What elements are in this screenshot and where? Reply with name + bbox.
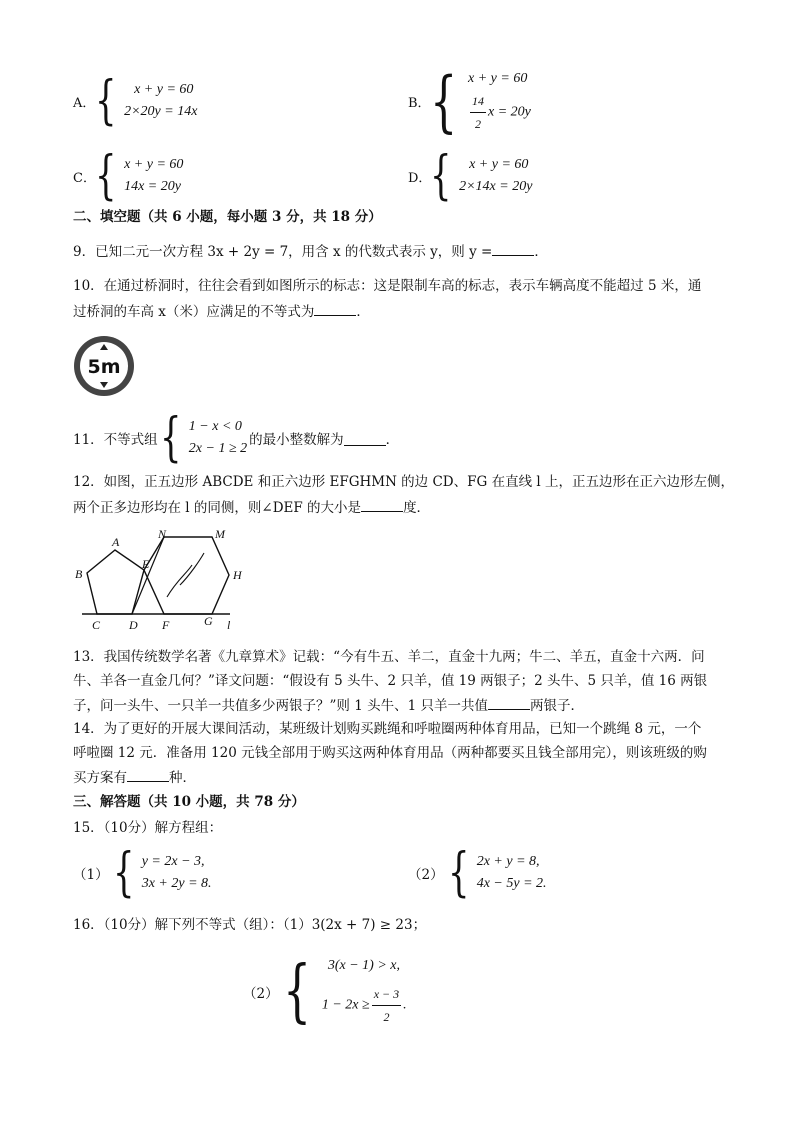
q13-line1: 13．我国传统数学名著《九章算术》记载：“今有牛五、羊二，直金十九两；牛二、羊五，直金十六两．问	[73, 649, 705, 665]
q15-p1-eq1: y = 2x − 3,	[141, 854, 205, 869]
q12-line1: 12．如图，正五边形 ABCDE 和正六边形 EFGHMN 的边 CD、FG 在直线 l 上，正五边形在正六边形左侧，	[73, 474, 734, 490]
option-b-eq2-rest: x = 20y	[488, 104, 531, 120]
q16-eq2-left: 1 − 2x ≥	[321, 997, 370, 1013]
label-M: M	[215, 527, 225, 541]
q12-end: 度．	[403, 500, 431, 516]
q10-line2: 过桥洞的车高 x（米）应满足的不等式为	[73, 304, 315, 320]
q11-line: 11．不等式组 { 1 − x < 0 2x − 1 ≥ 2 的最小整数解为 ．	[73, 408, 400, 468]
label-B: B	[75, 567, 83, 581]
q9-end: ．	[534, 244, 548, 260]
q14-end: 种．	[169, 770, 196, 786]
q10-end: ．	[356, 304, 370, 320]
q15-part1: （1） { y = 2x − 3, 3x + 2y = 8.	[73, 843, 212, 903]
q15-part2-label: （2）	[408, 867, 444, 883]
q16-part2-label: （2）	[243, 985, 279, 1002]
q11-blank	[344, 431, 386, 446]
q13-line3-wrap	[73, 695, 584, 716]
option-b-system: { x + y = 60 $\frac{14}{2}$ x = 20y	[430, 62, 531, 140]
q10-line1: 10．在通过桥洞时，往往会看到如图所示的标志：这是限制车高的标志，表示车辆高度不能超过 5 米，通	[73, 278, 702, 294]
option-c-label: C．	[73, 171, 96, 186]
q15-p2-eq1: 2x + y = 8,	[476, 854, 540, 869]
q15-part2: （2） { 2x + y = 8, 4x − 5y = 2.	[408, 843, 547, 903]
q11-suffix: 的最小整数解为	[249, 432, 344, 448]
q9-text: 9．已知二元一次方程 3x + 2y = 7，用含 x 的代数式表示 y，则 y =	[73, 244, 493, 260]
label-F: F	[162, 618, 170, 632]
sign-text: 5m	[87, 356, 121, 378]
label-N: N	[158, 527, 167, 541]
hexagon-efghmn	[144, 537, 229, 614]
option-d-label: D．	[408, 171, 432, 186]
q10-blank	[314, 301, 356, 316]
q13-end: 两银子．	[529, 698, 584, 714]
q11-prefix: 11．不等式组	[73, 432, 158, 448]
option-b-eq1: x + y = 60	[468, 71, 528, 86]
q12-line2-wrap	[73, 497, 430, 518]
q15-p2-eq2: 4x − 5y = 2.	[476, 876, 547, 891]
option-a-system: { x + y = 60 2×20y = 14x	[95, 71, 198, 131]
q9-line	[73, 241, 548, 262]
q14-line2: 呼啦圈 12 元．准备用 120 元钱全部用于购买这两种体育用品（两种都要买且钱全部用完），则该班级的购	[73, 745, 707, 761]
label-H: H	[233, 568, 242, 582]
option-a-eq2: 2×20y = 14x	[124, 104, 198, 119]
option-d-eq2: 2×14x = 20y	[459, 179, 533, 194]
polygons-figure	[72, 525, 257, 635]
q16-eq2-end: .	[403, 997, 407, 1013]
label-A: A	[112, 535, 120, 549]
option-a-label: A．	[73, 96, 96, 111]
option-d-system: { x + y = 60 2×14x = 20y	[430, 146, 533, 206]
option-b-eq2	[468, 90, 531, 135]
label-E: E	[142, 557, 150, 571]
option-c-eq1: x + y = 60	[124, 157, 184, 172]
option-c-system: { x + y = 60 14x = 20y	[95, 146, 184, 206]
section2-heading: 二、填空题（共 6 小题，每小题 3 分，共 18 分）	[73, 209, 382, 225]
q10-line2-wrap	[73, 301, 370, 322]
q13-line2: 牛、羊各一直金几何？”译文问题：“假设有 5 头牛、2 只羊，值 19 两银子；2 头牛、5 只羊，值 16 两银	[73, 673, 708, 689]
q15-part1-label: （1）	[73, 867, 109, 883]
q13-line3: 子，问一头牛、一只羊一共值多少两银子？”则 1 头牛、1 只羊一共值	[73, 698, 488, 714]
q13-blank	[488, 695, 530, 710]
q12-blank	[361, 497, 403, 512]
q16-title: 16．（10分）解下列不等式（组）：（1）3(2x + 7) ≥ 23；	[73, 917, 427, 933]
label-D: D	[129, 618, 138, 632]
q11-eq1: 1 − x < 0	[188, 419, 242, 434]
q12-line2: 两个正多边形均在 l 的同侧，则∠DEF 的大小是	[73, 500, 362, 516]
height-limit-sign	[72, 334, 136, 398]
q14-line3-wrap	[73, 767, 196, 788]
q14-line1: 14．为了更好的开展大课间活动，某班级计划购买跳绳和呼啦圈两种体育用品，已知一个跳绳 8 元，一个	[73, 721, 702, 737]
option-b-label: B．	[408, 96, 431, 111]
q16-eq2	[322, 983, 407, 1028]
q14-line3: 买方案有	[73, 770, 127, 786]
q16-eq1: 3(x − 1) > x,	[327, 958, 401, 973]
hand-stroke-2	[180, 553, 204, 585]
label-G: G	[204, 614, 213, 628]
q15-title: 15．（10分）解方程组：	[73, 820, 223, 836]
label-l: l	[227, 618, 231, 632]
hand-stroke-1	[167, 565, 192, 597]
q14-blank	[127, 767, 169, 782]
section3-heading: 三、解答题（共 10 小题，共 78 分）	[73, 794, 305, 810]
option-c-eq2: 14x = 20y	[124, 179, 181, 194]
q16-frac-num: x − 3	[372, 983, 401, 1006]
q11-end: ．	[385, 432, 400, 448]
option-d-eq1: x + y = 60	[469, 157, 529, 172]
option-a-eq1: x + y = 60	[134, 82, 194, 97]
option-b-frac-den: 2	[475, 117, 481, 131]
q9-blank	[492, 241, 534, 256]
q15-p1-eq2: 3x + 2y = 8.	[141, 876, 212, 891]
option-b-frac-num: 14	[470, 90, 486, 113]
q16-frac-den: 2	[383, 1010, 390, 1024]
q11-eq2: 2x − 1 ≥ 2	[188, 441, 248, 456]
q16-part2: （2） { 3(x − 1) > x, 1 − 2x ≥ $\frac{x - 3}{2}$ .	[243, 951, 407, 1031]
label-C: C	[92, 618, 101, 632]
